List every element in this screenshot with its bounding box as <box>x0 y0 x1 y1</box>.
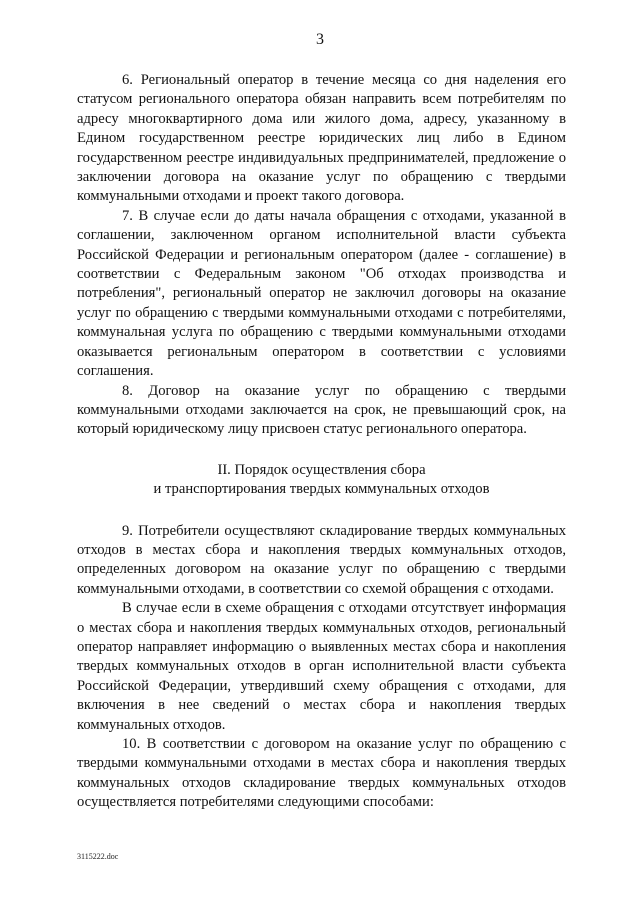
paragraph-8: 8. Договор на оказание услуг по обращению с твердыми коммунальными отходами заключается на срок, не превышающий срок, на который юридическому лицу присвоен статус регионального оператора. <box>77 382 566 438</box>
paragraph-7: 7. В случае если до даты начала обращения с отходами, указанной в соглашении, заключенном органом исполнительной власти субъекта Российской Федерации и региональным оператором (далее - соглашение) в соответствии с Федеральным законом "Об отходах производства и потребления", региональный оператор не заключил договоры на оказание услуг по обращению с твердыми коммунальными отходами с потребителями, коммунальная услуга по обращению с твердыми коммунальными отходами оказывается региональным оператором в соответствии с условиями соглашения. <box>77 207 566 380</box>
footer-filename: 3115222.doc <box>77 852 119 861</box>
paragraph-10: 10. В соответствии с договором на оказание услуг по обращению с твердыми коммунальными отходами в местах сбора и накопления твердых коммунальных отходов складирование твердых коммунальных отходов осуществляется потребителями следующими способами: <box>77 736 566 811</box>
paragraph-6: 6. Региональный оператор в течение месяца со дня наделения его статусом регионального оператора обязан направить всем потребителям по адресу многоквартирного дома или жилого дома, адресу, указанному в Едином государственном реестре юридических лиц либо в Едином государственном реестре индивидуальных предпринимателей, предложение о заключении договора на оказание услуг по обращению с твердыми коммунальными отходами и проект такого договора. <box>77 72 566 205</box>
paragraph-9: 9. Потребители осуществляют складирование твердых коммунальных отходов в местах сбора и накопления твердых коммунальных отходов, определенных договором на оказание услуг по обращению с твердыми коммунальными отходами, в соответствии со схемой обращения с отходами. <box>77 522 566 597</box>
section-heading <box>77 461 566 500</box>
document-body <box>77 71 566 813</box>
paragraph-9-continued: В случае если в схеме обращения с отходами отсутствует информация о местах сбора и накопления твердых коммунальных отходов, региональный оператор направляет информацию о выявленных местах сбора и накопления твердых коммунальных отходов в орган исполнительной власти субъекта Российской Федерации, утвердивший схему обращения с отходами, для включения в нее сведений о местах сбора и накопления твердых коммунальных отходов. <box>77 600 566 733</box>
page-number: 3 <box>316 31 324 48</box>
section-heading-line-1: II. Порядок осуществления сбора <box>217 461 426 478</box>
section-heading-line-2: и транспортирования твердых коммунальных отходов <box>153 481 490 498</box>
